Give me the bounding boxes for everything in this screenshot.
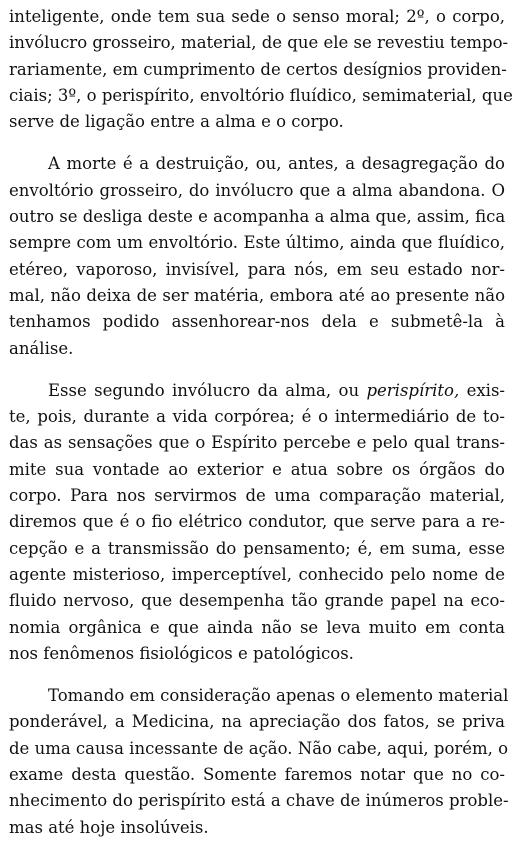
italic-term: perispírito, — [366, 380, 460, 400]
text-line: te, pois, durante a vida corpórea; é o intermediário de to- — [9, 407, 505, 427]
text-line: inteligente, onde tem sua sede o senso moral; 2º, o corpo, — [9, 7, 505, 26]
text-line: cepção e a transmissão do pensamento; é, em suma, esse — [9, 538, 505, 558]
text-run: exis- — [466, 380, 505, 400]
text-line: das as sensações que o Espírito percebe e pelo qual trans- — [9, 433, 505, 453]
paragraph-2 — [9, 151, 505, 361]
paragraph-gap — [9, 667, 505, 683]
text-line: A morte é a destruição, ou, antes, a desagregação do — [48, 154, 505, 174]
text-line: análise. — [9, 338, 74, 358]
text-line: tenhamos podido assenhorear-nos dela e submetê-la à — [9, 312, 505, 332]
paragraph-1 — [9, 4, 513, 135]
text-line: mal, não deixa de ser matéria, embora até ao presente não — [9, 285, 505, 305]
text-line: exame desta questão. Somente faremos notar que no co- — [9, 765, 505, 785]
text-line: nos fenômenos fisiológicos e patológicos. — [9, 643, 354, 663]
text-line: serve de ligação entre a alma e o corpo. — [9, 112, 344, 132]
paragraph-3 — [9, 378, 505, 667]
text-line: outro se desliga deste e acompanha a alma que, assim, fica — [9, 207, 506, 227]
text-line: envoltório grosseiro, do invólucro que a alma abandona. O — [9, 180, 505, 200]
text-line: ciais; 3º, o perispírito, envoltório fluídico, semimaterial, que — [9, 85, 513, 105]
text-line: mas até hoje insolúveis. — [9, 817, 209, 837]
text-line: agente misterioso, imperceptível, conhecido pelo nome de — [9, 564, 505, 584]
text-line: diremos que é o fio elétrico condutor, que serve para a re- — [9, 512, 505, 532]
text-line — [9, 378, 505, 404]
text-line: nhecimento do perispírito está a chave de inúmeros proble- — [9, 791, 509, 811]
text-line: corpo. Para nos servirmos de uma comparação material, — [9, 486, 505, 506]
page-body — [9, 4, 513, 841]
text-line: invólucro grosseiro, material, de que ele se revestiu tempo- — [9, 33, 509, 53]
paragraph-4 — [9, 683, 509, 841]
text-line: mite sua vontade ao exterior e atua sobre os órgãos do — [9, 459, 505, 479]
text-line: ponderável, a Medicina, na apreciação dos fatos, se priva — [9, 712, 505, 732]
text-line: nomia orgânica e que ainda não se leva muito em conta — [9, 617, 505, 637]
text-run: Esse segundo invólucro da alma, ou — [48, 380, 360, 400]
text-line: Tomando em consideração apenas o elemento material — [48, 686, 509, 706]
paragraph-gap — [9, 135, 505, 151]
text-line: etéreo, vaporoso, invisível, para nós, em seu estado nor- — [9, 259, 505, 279]
text-line: sempre com um envoltório. Este último, ainda que fluídico, — [9, 233, 505, 253]
text-line: rariamente, em cumprimento de certos desígnios providen- — [9, 59, 507, 79]
paragraph-gap — [9, 362, 505, 378]
text-line: fluido nervoso, que desempenha tão grande papel na eco- — [9, 591, 505, 611]
text-line: de uma causa incessante de ação. Não cabe, aqui, porém, o — [9, 738, 509, 758]
